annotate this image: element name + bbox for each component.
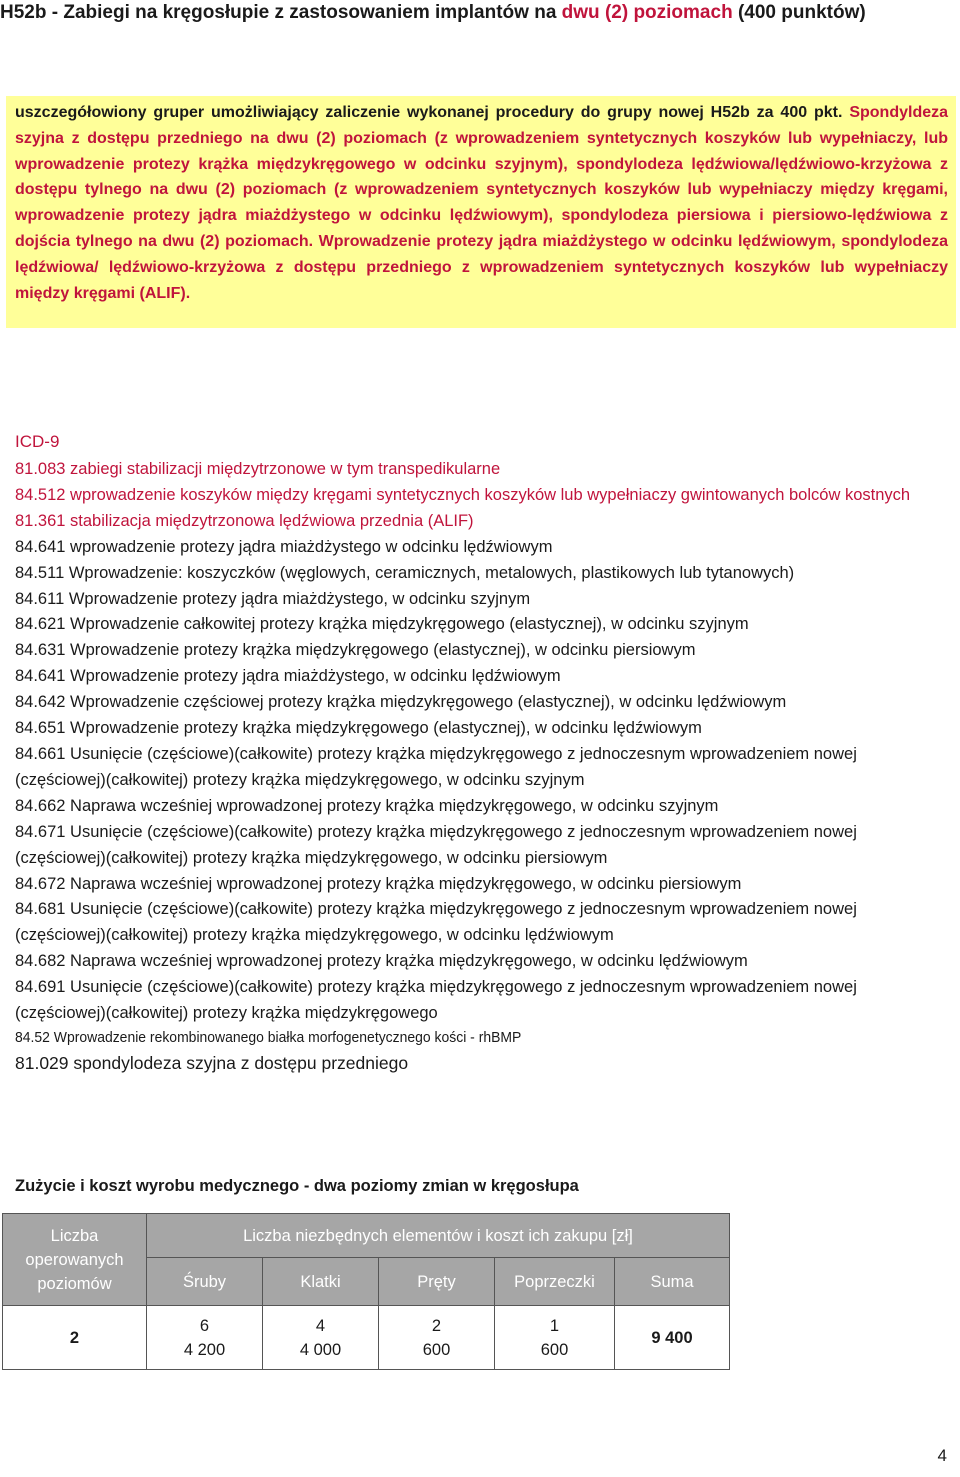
list-item: 84.512 wprowadzenie koszyków między kręgami syntetycznych koszyków lub wypełniaczy gwintowanych bolców kostnych [15,485,911,504]
cell-levels: 2 [3,1306,147,1370]
cell-crossbars [495,1306,615,1370]
list-item: 81.029 spondylodeza szyjna z dostępu przedniego [15,1052,409,1073]
list-item: 84.641 wprowadzenie protezy jądra miażdżystego w odcinku lędźwiowym [15,537,553,556]
icd-label: ICD-9 [15,432,60,451]
col-crossbars-header: Poprzeczki [495,1258,615,1306]
list-item: 84.611 Wprowadzenie protezy jądra miażdżystego, w odcinku szyjnym [15,589,531,608]
list-item: 81.361 stabilizacja międzytrzonowa lędźwiowa przednia (ALIF) [15,511,474,530]
list-item: 84.511 Wprowadzenie: koszyczków (węglowych, ceramicznych, metalowych, plastikowych lub tytanowych) [15,563,795,582]
list-item: 84.651 Wprowadzenie protezy krążka międzykręgowego (elastycznej), w odcinku lędźwiowym [15,719,702,738]
cages-cost: 4 000 [299,1340,342,1359]
title-suffix: (400 punktów) [732,2,866,23]
page-title [0,2,960,24]
cell-rods [379,1306,495,1370]
description-first-line: uszczegółowiony gruper umożliwiający zaliczenie wykonanej procedury do grupy nowej H52b za 400 pkt. [15,104,843,121]
col-screws-header: Śruby [147,1258,263,1306]
list-item: 84.691 Usunięcie (częściowe)(całkowite) protezy krążka międzykręgowego z jednoczesnym wprowadzeniem nowej (częściowej)(całkowitej) protezy krążka międzykręgowego [15,978,857,1023]
group-header: Liczba niezbędnych elementów i koszt ich zakupu [zł] [147,1214,730,1258]
list-item: 84.681 Usunięcie (częściowe)(całkowite) protezy krążka międzykręgowego z jednoczesnym wprowadzeniem nowej (częściowej)(całkowitej) protezy krążka międzykręgowego, w odcinku lędźwiowym [15,900,857,945]
rods-count: 2 [431,1316,442,1335]
list-item: 84.631 Wprowadzenie protezy krążka międzykręgowego (elastycznej), w odcinku piersiowym [15,641,696,660]
icd-code-list [15,457,950,1077]
col-cages-header: Klatki [263,1258,379,1306]
page-number: 4 [937,1446,947,1465]
list-item: 84.662 Naprawa wcześniej wprowadzonej protezy krążka międzykręgowego, w odcinku szyjnym [15,796,719,815]
cross-count: 1 [549,1316,560,1335]
list-item: 84.671 Usunięcie (częściowe)(całkowite) protezy krążka międzykręgowego z jednoczesnym wprowadzeniem nowej (częściowej)(całkowitej) protezy krążka międzykręgowego, w odcinku piersiowym [15,822,857,867]
cages-count: 4 [315,1316,326,1335]
col-sum-header: Suma [615,1258,730,1306]
list-item: 84.52 Wprowadzenie rekombinowanego białka morfogenetycznego kości - rhBMP [15,1028,522,1046]
screws-count: 6 [199,1316,210,1335]
cross-cost: 600 [540,1340,569,1359]
cost-table [2,1213,730,1370]
title-highlight: dwu (2) poziomach [561,2,733,23]
list-item: 84.661 Usunięcie (częściowe)(całkowite) protezy krążka międzykręgowego z jednoczesnym wprowadzeniem nowej (częściowej)(całkowitej) protezy krążka międzykręgowego, w odcinku szyjnym [15,744,857,789]
table-row [3,1306,730,1370]
cell-screws [147,1306,263,1370]
description-body: Spondyldeza szyjna z dostępu przedniego na dwu (2) poziomach (z wprowadzeniem syntetycznych koszyków lub wypełniaczy, lub wprowadzenie protezy krążka międzykręgowego w odcinku szyjnym), spondylodeza lędźwiowa/lędźwiowo-krzyżowa z dostępu tylnego na dwu (2) poziomach (z wprowadzeniem syntetycznych koszyków lub wypełniaczy między kręgami, wprowadzenie protezy jądra miażdżystego w odcinku lędźwiowym), spondylodeza piersiowa i piersiowo-lędźwiowa z dojścia tylnego na dwu (2) poziomach. Wprowadzenie protezy jądra miażdżystego w odcinku lędźwiowym, spondylodeza lędźwiowa/ lędźwiowo-krzyżowa z dostępu przedniego z wprowadzeniem syntetycznych koszyków lub wypełniaczy między kręgami (ALIF). [15,104,949,302]
cell-cages [263,1306,379,1370]
list-item: 84.682 Naprawa wcześniej wprowadzonej protezy krążka międzykręgowego, w odcinku lędźwiowym [15,952,748,971]
list-item: 84.621 Wprowadzenie całkowitej protezy krążka międzykręgowego (elastycznej), w odcinku szyjnym [15,615,749,634]
cost-heading: Zużycie i koszt wyrobu medycznego - dwa poziomy zmian w kręgosłupa [15,1177,579,1195]
list-item: 84.672 Naprawa wcześniej wprowadzonej protezy krążka międzykręgowego, w odcinku piersiowym [15,874,742,893]
col-levels-header: Liczba operowanych poziomów [3,1214,147,1306]
title-prefix: H52b - Zabiegi na kręgosłupie z zastosowaniem implantów na [0,2,562,23]
list-item: 84.641 Wprowadzenie protezy jądra miażdżystego, w odcinku lędźwiowym [15,667,561,686]
list-item: 84.642 Wprowadzenie częściowej protezy krążka międzykręgowego (elastycznej), w odcinku lędźwiowym [15,693,787,712]
screws-cost: 4 200 [183,1340,226,1359]
description-block [15,100,948,306]
col-rods-header: Pręty [379,1258,495,1306]
cell-sum: 9 400 [615,1306,730,1370]
rods-cost: 600 [422,1340,451,1359]
list-item: 81.083 zabiegi stabilizacji międzytrzonowe w tym transpedikularne [15,460,501,478]
